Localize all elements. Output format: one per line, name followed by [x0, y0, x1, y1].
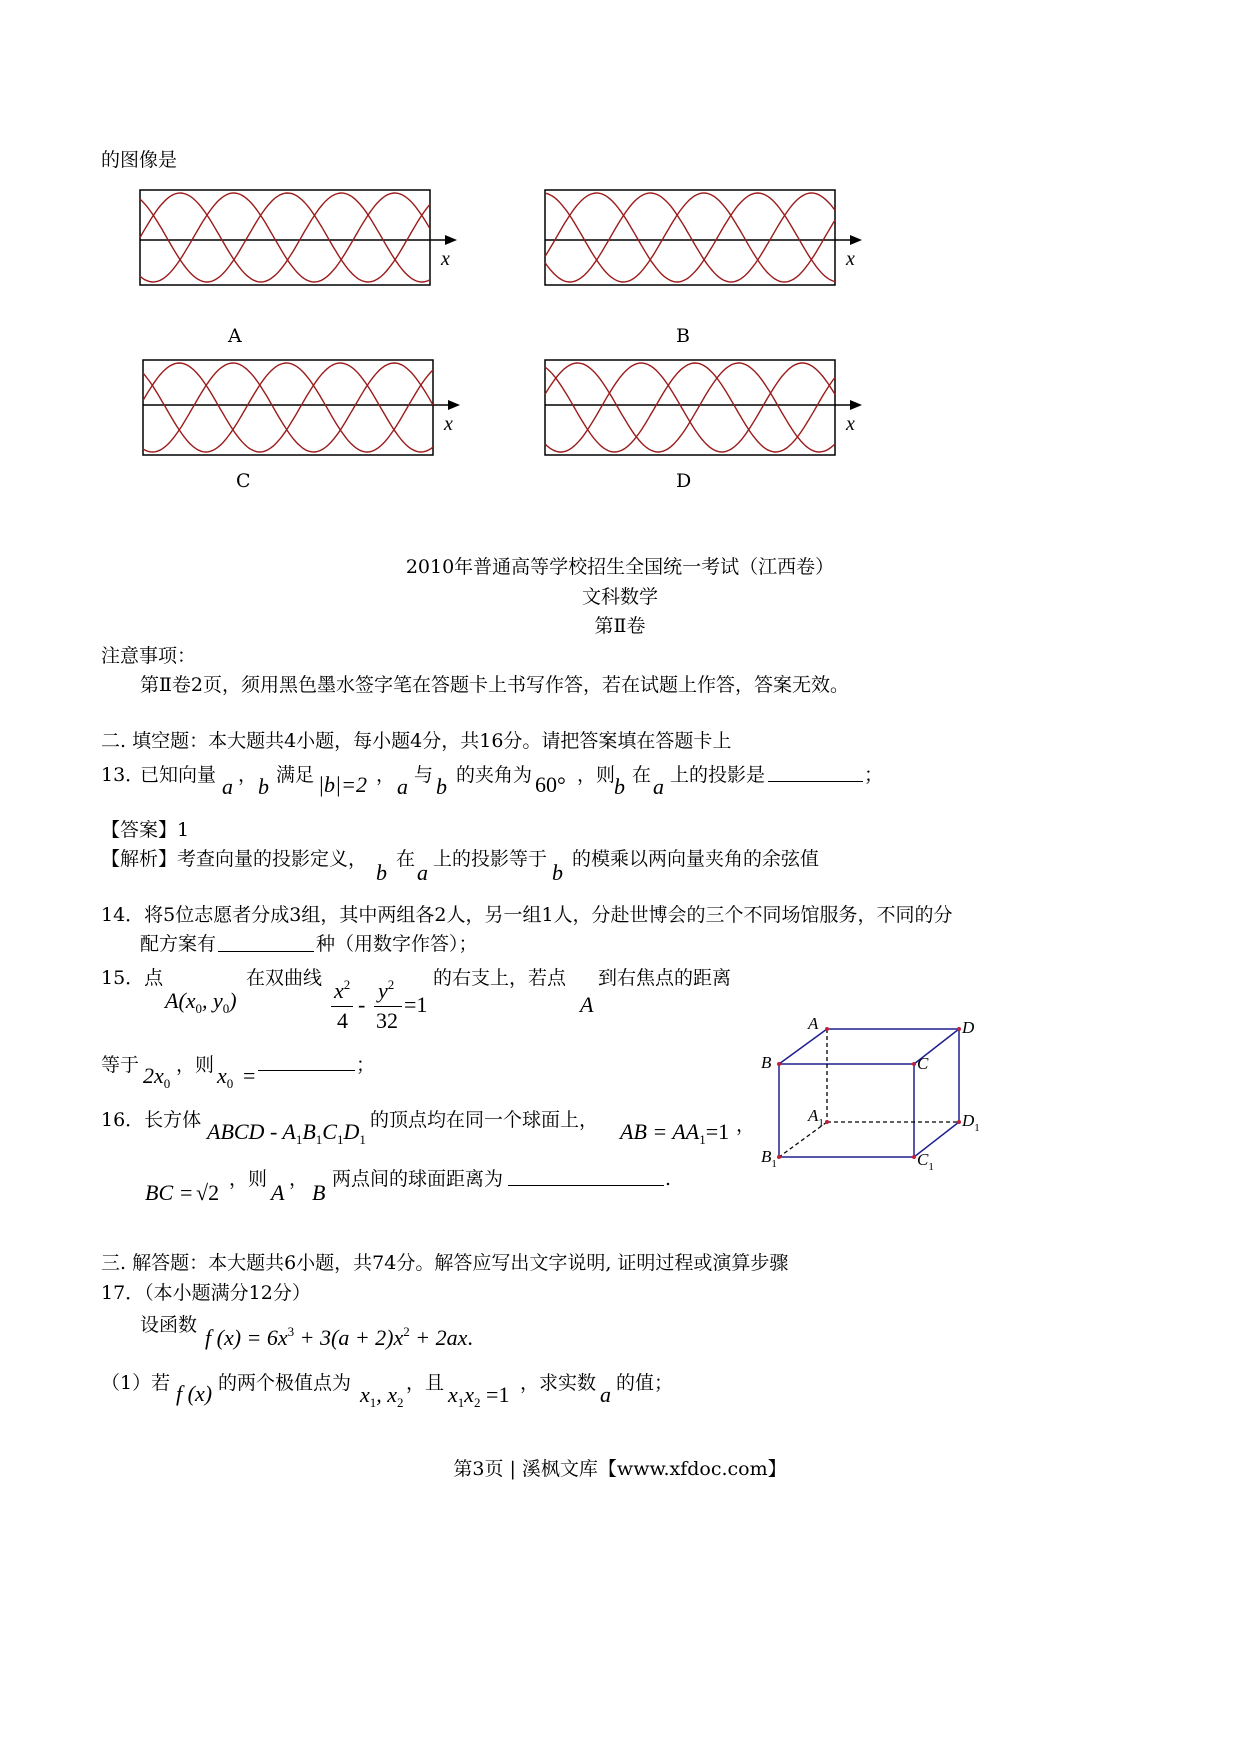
cube-label-top-left: A: [808, 1014, 819, 1033]
q13-text-2: 满足: [276, 764, 315, 786]
q16-point-a: A: [271, 1180, 285, 1205]
q13-vec-a: a: [222, 774, 233, 799]
q13-text-4: 的夹角为: [456, 764, 533, 786]
x-axis-arrow: [850, 235, 862, 245]
q15-x0: $x_0$: [217, 1063, 234, 1091]
cube-label-C1: $C_1$: [917, 1150, 934, 1173]
cube-label-D1: $D_1$: [962, 1111, 980, 1134]
q17-x1x2: $x_1$, $x_2$: [360, 1382, 404, 1410]
q13-answer: 【答案】1: [101, 819, 190, 841]
q13-analysis-4: 的模乘以两向量夹角的余弦值: [572, 848, 820, 870]
q13-vec-b: b: [258, 774, 269, 799]
q13-angle: 60°: [535, 772, 566, 797]
q14-line-1: 14．将5位志愿者分成3组，其中两组各2人，另一组1人，分赴世博会的三个不同场馆服务，不同的分: [101, 904, 953, 926]
graph-curve-3: [140, 193, 430, 282]
q15-text-5: ，则: [176, 1054, 215, 1076]
graph-d: [540, 355, 870, 460]
q17-text-1: 设函数: [140, 1314, 198, 1336]
q15-eq: =1: [404, 992, 428, 1017]
q15-frac1-bar: [331, 1006, 353, 1007]
q15-minus: -: [358, 992, 366, 1017]
graph-frame: [545, 360, 835, 455]
q15-text-2: 的右支上，若点: [433, 967, 567, 989]
x-axis-label: x: [846, 413, 855, 435]
intro-fragment: 的图像是: [101, 149, 178, 171]
q13-text-5: ，则: [577, 764, 616, 786]
notice-heading: 注意事项：: [101, 645, 197, 667]
q13-vec-a-2: a: [397, 774, 408, 799]
graph-curve-1: [143, 363, 433, 452]
q13-abs-b: |b|=2: [318, 772, 367, 797]
q16-text-2: ，则: [229, 1168, 268, 1190]
q13-analysis-vec-b-2: b: [552, 860, 563, 885]
q13-analysis-1: 【解析】考查向量的投影定义，: [101, 848, 368, 870]
x-axis-label: x: [846, 248, 855, 270]
graph-curve-2: [140, 193, 430, 282]
q14-line-2a: 配方案有: [140, 933, 217, 955]
q16-end: .: [665, 1168, 672, 1190]
q15-end: ；: [356, 1054, 376, 1076]
q15-text-4: 等于: [101, 1054, 140, 1076]
graph-curve-1: [140, 193, 430, 282]
graph-curve-2: [545, 363, 835, 452]
cube-label-A1: $A_1$: [808, 1106, 824, 1129]
q16-comma: ，: [736, 1114, 756, 1136]
graph-b: [540, 185, 870, 290]
section2-heading: 二. 填空题：本大题共4小题，每小题4分，共16分。请把答案填在答题卡上: [101, 730, 732, 752]
q15-frac1-num: $x^2$: [334, 977, 351, 1003]
graph-a: [135, 185, 465, 290]
q15-answer-blank: [258, 1052, 355, 1071]
graph-curve-2: [143, 363, 433, 452]
graph-c: [138, 355, 468, 460]
graph-a-label: A: [228, 325, 242, 347]
q13-vec-b-2: b: [436, 774, 447, 799]
exam-subtitle: 文科数学: [581, 586, 658, 608]
q13-text-1: 已知向量: [140, 764, 217, 786]
q17-a: a: [600, 1382, 611, 1407]
q13-num: 13．: [101, 764, 145, 786]
q13-analysis-vec-b: b: [376, 860, 387, 885]
q17-part1-a: （1）若: [101, 1372, 171, 1394]
page-footer: 第3页 | 溪枫文库【www.xfdoc.com】: [453, 1458, 787, 1480]
q17-part1-c: ，且: [406, 1372, 445, 1394]
graph-b-label: B: [676, 325, 690, 347]
q15-frac2-num: $y^2$: [378, 977, 395, 1003]
cube-label-B1: $B_1$: [761, 1147, 777, 1170]
q15-text-1: 在双曲线: [246, 967, 323, 989]
q15-point: $A(x_0$, $y_0$): [165, 988, 237, 1016]
q15-frac2-den: 32: [376, 1008, 398, 1033]
q16-text-1: 的顶点均在同一个球面上，: [370, 1109, 599, 1131]
q13-analysis-vec-a: a: [417, 860, 428, 885]
q17-fx: f (x): [176, 1381, 213, 1406]
graph-curve-1: [545, 193, 835, 282]
exam-volume: 第Ⅱ卷: [594, 615, 646, 637]
q15-point-a: A: [580, 992, 594, 1017]
q15-frac2-bar: [374, 1006, 402, 1007]
cube-vertices: [777, 1027, 961, 1159]
q13-text-7: 上的投影是: [670, 764, 766, 786]
q16-num: 16．长方体: [101, 1109, 202, 1131]
q15-num: 15．点: [101, 967, 164, 989]
x-axis-label: x: [444, 413, 453, 435]
q16-answer-blank: [508, 1167, 664, 1186]
q16-bc: BC =: [145, 1180, 194, 1205]
cube-label-C: C: [917, 1054, 929, 1073]
cube-edge-BA1: [779, 1029, 827, 1064]
x-axis-arrow: [445, 235, 457, 245]
q17-part1-d: ，求实数: [520, 1372, 597, 1394]
q16-sqrt2: √2: [196, 1180, 220, 1205]
q13-text-6: 在: [632, 764, 652, 786]
graph-d-label: D: [676, 470, 692, 492]
cube-label-D: D: [962, 1018, 975, 1037]
x-axis-arrow: [448, 400, 460, 410]
q15-text-3: 到右焦点的距离: [598, 967, 732, 989]
graph-curve-3: [143, 363, 433, 452]
exam-title: 2010年普通高等学校招生全国统一考试（江西卷）: [405, 556, 835, 578]
q16-point-b: B: [312, 1180, 326, 1205]
q15-2x0: $2x_0$: [143, 1063, 171, 1091]
q13-vec-b-3: b: [614, 774, 625, 799]
q15-frac1-den: 4: [337, 1008, 348, 1033]
q17-num: 17．（本小题满分12分）: [101, 1282, 311, 1304]
cuboid-figure: [760, 1015, 1000, 1175]
graph-curve-3: [545, 363, 835, 452]
q13-text-3: 与: [414, 764, 434, 786]
graph-c-label: C: [236, 470, 251, 492]
notice-text: 第Ⅱ卷2页，须用黑色墨水签字笔在答题卡上书写作答，若在试题上作答，答案无效。: [140, 674, 850, 696]
q13-analysis-3: 上的投影等于: [433, 848, 548, 870]
q13-answer-blank: [768, 763, 863, 782]
graph-curve-1: [545, 363, 835, 452]
q17-part1-b: 的两个极值点为: [218, 1372, 352, 1394]
x-axis-arrow: [850, 400, 862, 410]
q13-vec-a-3: a: [653, 774, 664, 799]
q17-product: $x_1x_2 =1$: [448, 1382, 510, 1410]
x-axis-label: x: [441, 248, 450, 270]
q14-answer-blank: [218, 933, 314, 952]
q17-part1-e: 的值；: [616, 1372, 674, 1394]
cube-label-B: B: [761, 1053, 772, 1072]
q15-eqsign: =: [243, 1063, 256, 1088]
section3-heading: 三. 解答题：本大题共6小题，共74分。解答应写出文字说明, 证明过程或演算步骤: [101, 1252, 789, 1274]
q13-end: ；: [864, 764, 884, 786]
q13-analysis-2: 在: [396, 848, 416, 870]
q16-text-3: 两点间的球面距离为: [332, 1168, 504, 1190]
q16-solid: ABCD - $A_1B_1C_1D_1$: [207, 1119, 366, 1147]
q14-line-2b: 种（用数字作答）；: [316, 933, 478, 955]
q16-condition: AB = $AA_1=1$: [620, 1119, 730, 1147]
q17-function: f $(x) = 6x^3 + 3(a + 2)x^2 + 2ax$.: [205, 1324, 473, 1350]
